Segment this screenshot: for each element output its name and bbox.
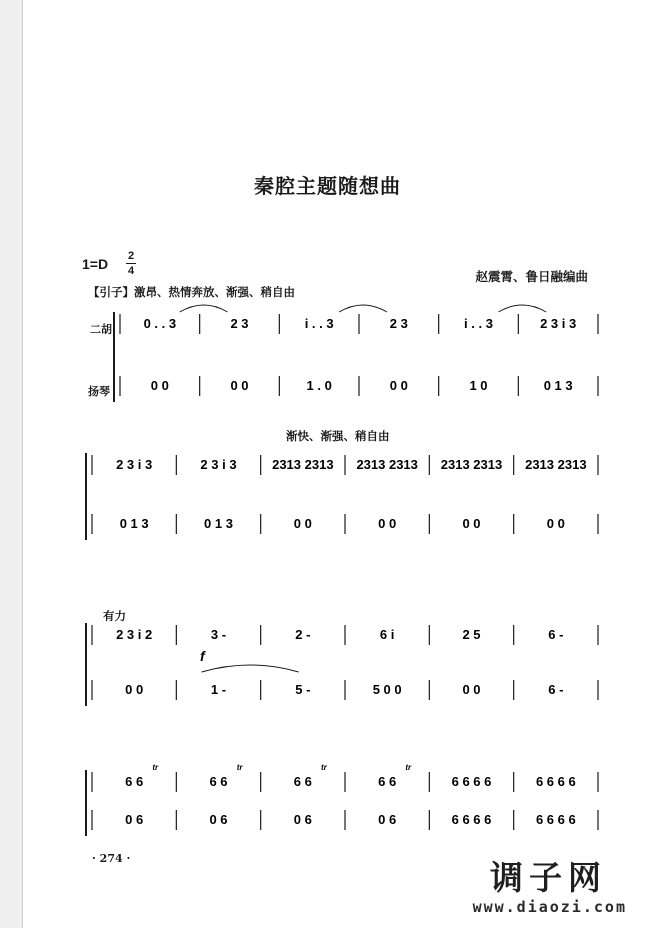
yangqin-measure: 0 1 3	[119, 516, 149, 531]
erhu-measure: 2 3	[230, 316, 249, 331]
trill-ornament: tr	[236, 763, 243, 772]
erhu-measure: 6 i	[379, 627, 395, 642]
instrument-label-yangqin: 扬琴	[88, 385, 110, 398]
yangqin-measure: 1 . 0	[306, 378, 332, 393]
trill-ornament: tr	[405, 763, 412, 772]
page-number: · 274 ·	[92, 852, 131, 865]
yangqin-measure: 0 0	[546, 516, 565, 531]
erhu-measure: 3 -	[210, 627, 227, 642]
yangqin-measure: 0 0	[150, 378, 169, 393]
yangqin-measure: 0 0	[125, 682, 144, 697]
slur	[339, 305, 387, 312]
yangqin-measure: 0 6	[125, 812, 144, 827]
yangqin-measure: 0 6	[209, 812, 228, 827]
yangqin-measure: 6 6 6 6	[451, 812, 492, 827]
trill-ornament: tr	[321, 763, 327, 772]
erhu-measure: 2 3	[389, 316, 408, 331]
slur	[498, 305, 546, 312]
erhu-measure: 2 3 i 3	[540, 316, 577, 331]
watermark-url: www.diaozi.com	[472, 898, 627, 916]
watermark-logo: 调子网	[490, 858, 607, 897]
yangqin-measure: 5 -	[295, 682, 311, 697]
time-signature-top: 2	[127, 250, 135, 262]
erhu-measure: i . . 3	[304, 316, 334, 331]
erhu-measure: 2 -	[295, 627, 311, 642]
yangqin-measure: 6 -	[548, 682, 564, 697]
erhu-measure: 2 3 i 3	[116, 457, 153, 472]
yangqin-measure: 0 0	[462, 682, 481, 697]
erhu-measure: 6 6	[293, 774, 312, 789]
intro-marking: 【引子】激昂、热情奔放、渐强、稍自由	[88, 285, 295, 299]
yangqin-measure: 0 6	[293, 812, 312, 827]
dynamic-forte: f	[200, 648, 205, 664]
erhu-measure: 2313 2313	[356, 457, 418, 472]
erhu-measure: 0 . . 3	[143, 316, 177, 331]
yangqin-measure: 0 0	[462, 516, 481, 531]
tie	[202, 665, 299, 672]
erhu-measure: 6 6 6 6	[451, 774, 492, 789]
yangqin-measure: 1 -	[210, 682, 227, 697]
yangqin-measure: 1 0	[469, 378, 488, 393]
erhu-measure: 6 -	[548, 627, 564, 642]
yangqin-measure: 6 6 6 6	[535, 812, 576, 827]
erhu-measure: 2 5	[462, 627, 481, 642]
slur	[180, 305, 228, 312]
erhu-measure: 2313 2313	[440, 457, 503, 472]
erhu-measure: 2313 2313	[525, 457, 587, 472]
yangqin-measure: 0 0	[293, 516, 312, 531]
yangqin-measure: 0 1 3	[543, 378, 573, 393]
erhu-measure: 2 3 i 3	[200, 457, 237, 472]
time-signature-bottom: 4	[127, 265, 135, 277]
yangqin-measure: 0 0	[230, 378, 249, 393]
expression-marking: 有力	[103, 609, 126, 623]
erhu-measure: 2313 2313	[272, 457, 334, 472]
yangqin-measure: 0 6	[378, 812, 397, 827]
page-title: 秦腔主题随想曲	[254, 174, 401, 198]
erhu-measure: 6 6	[125, 774, 144, 789]
erhu-measure: 2 3 i 2	[116, 627, 153, 642]
yangqin-measure: 0 0	[378, 516, 397, 531]
key-signature: 1=D	[82, 256, 109, 272]
arranger-credit: 赵震霄、鲁日融编曲	[475, 269, 588, 284]
erhu-measure: 6 6 6 6	[535, 774, 576, 789]
tempo-marking: 渐快、渐强、稍自由	[286, 429, 390, 443]
erhu-measure: 6 6	[378, 774, 397, 789]
yangqin-measure: 5 0 0	[372, 682, 402, 697]
yangqin-measure: 0 0	[389, 378, 408, 393]
erhu-measure: i . . 3	[464, 316, 493, 331]
erhu-measure: 6 6	[209, 774, 228, 789]
yangqin-measure: 0 1 3	[204, 516, 233, 531]
instrument-label-erhu: 二胡	[90, 323, 112, 336]
score-systems	[86, 305, 598, 836]
trill-ornament: tr	[152, 763, 159, 772]
